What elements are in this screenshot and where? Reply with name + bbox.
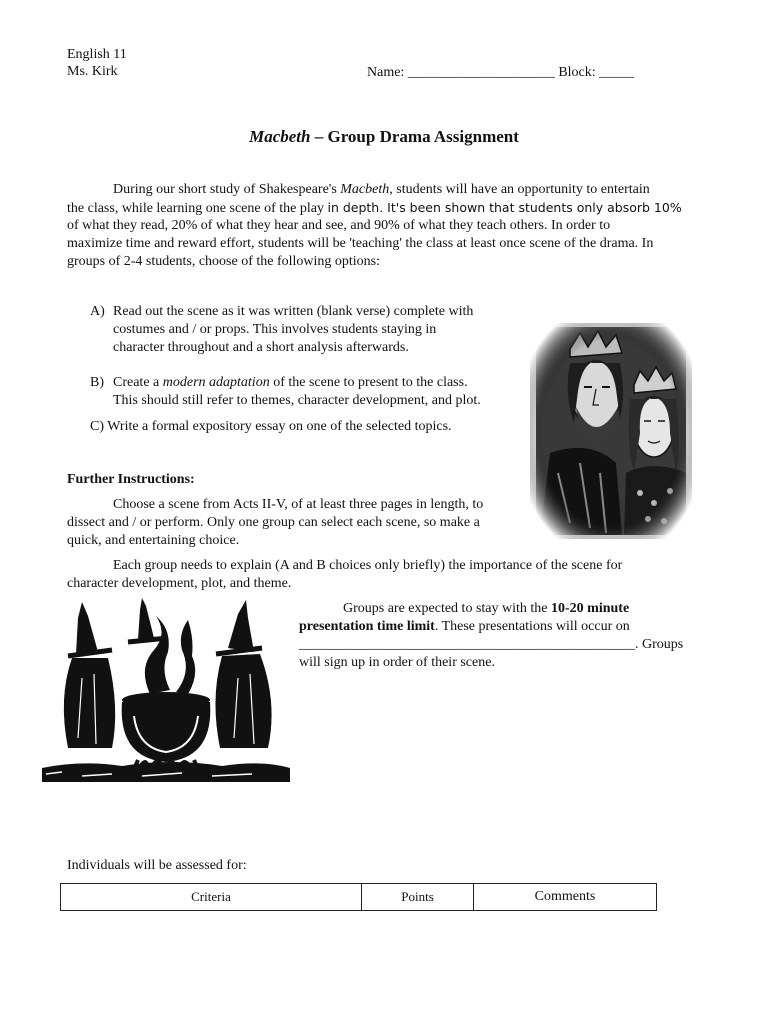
further-p1-line-1: Choose a scene from Acts II-V, of at least three pages in length, to xyxy=(113,497,484,512)
further-instructions-heading: Further Instructions: xyxy=(67,472,195,487)
presentation-date-blank[interactable]: ________________________________________________ xyxy=(299,637,635,652)
option-a-label: A) xyxy=(90,304,105,319)
intro-line-2: the class, while learning one scene of the play in depth. It's been shown that students only absorb 10% xyxy=(67,200,682,216)
assessment-intro: Individuals will be assessed for: xyxy=(67,858,247,873)
points-column-header: Points xyxy=(362,884,474,911)
assessment-table xyxy=(60,883,657,911)
block-label: Block: xyxy=(558,65,596,80)
intro-line-5: groups of 2-4 students, choose of the following options: xyxy=(67,254,381,269)
course-header xyxy=(67,46,127,80)
block-blank[interactable]: _____ xyxy=(599,65,635,80)
intro-line-3: of what they read, 20% of what they hear and see, and 90% of what they teach others. In order to xyxy=(67,218,611,233)
option-c-label: C) xyxy=(90,419,104,434)
title-play: Macbeth xyxy=(249,127,311,146)
witches-cauldron-image xyxy=(42,598,290,782)
option-c: C) Write a formal expository essay on one of the selected topics. xyxy=(90,419,452,434)
table-header-row xyxy=(61,884,657,911)
further-p2-line-2: character development, plot, and theme. xyxy=(67,576,292,591)
further-p1-line-3: quick, and entertaining choice. xyxy=(67,533,240,548)
criteria-column-header: Criteria xyxy=(61,884,362,911)
course-name: English 11 xyxy=(67,47,127,62)
comments-column-header: Comments xyxy=(474,884,657,911)
teacher-name: Ms. Kirk xyxy=(67,64,118,79)
further-p1-line-2: dissect and / or perform. Only one group can select each scene, so make a xyxy=(67,515,480,530)
title-rest: – Group Drama Assignment xyxy=(310,127,519,146)
presentation-paragraph: Groups are expected to stay with the 10-20 minute presentation time limit. These presentations will occur on ________________________________________________. Groups will sign up in order of their scene. xyxy=(299,601,684,670)
further-p2-line-1: Each group needs to explain (A and B choices only briefly) the importance of the scene for xyxy=(113,558,623,573)
page-title xyxy=(0,127,768,147)
macbeth-portrait-image xyxy=(530,323,692,539)
name-blank[interactable]: _____________________ xyxy=(407,65,555,80)
option-b-label: B) xyxy=(90,375,104,390)
intro-line-4: maximize time and reward effort, students will be 'teaching' the class at least once scene of the drama. In xyxy=(67,236,654,251)
student-info-line xyxy=(367,64,634,81)
intro-line-1: During our short study of Shakespeare's Macbeth, students will have an opportunity to entertain xyxy=(113,182,650,197)
name-label: Name: xyxy=(367,65,405,80)
